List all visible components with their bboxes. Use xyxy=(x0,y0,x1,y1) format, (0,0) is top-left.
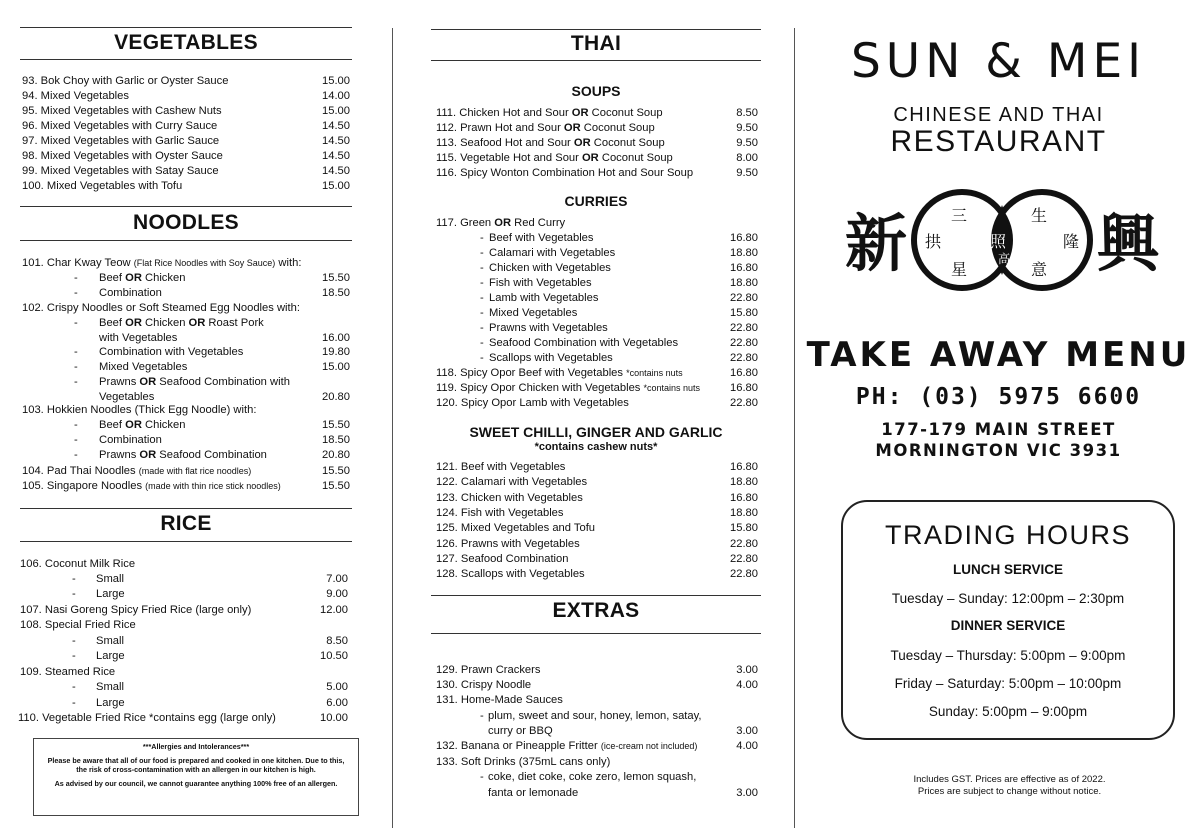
menu-item: 127. Seafood Combination 22.80 xyxy=(436,552,758,565)
logo-char: 隆 xyxy=(1063,232,1080,251)
extras-title: EXTRAS xyxy=(552,599,640,622)
menu-item: 96. Mixed Vegetables with Curry Sauce 14.50 xyxy=(22,120,350,132)
menu-item: 93. Bok Choy with Garlic or Oyster Sauce 15.00 xyxy=(22,75,350,87)
menu-item: 105. Singapore Noodles (made with thin rice stick noodles) 15.50 xyxy=(22,480,350,492)
logo-char: 生 xyxy=(1031,206,1048,225)
logo-char: 星 xyxy=(951,260,968,279)
menu-subitem: - Small 5.00 xyxy=(72,681,348,693)
section-rule xyxy=(20,59,352,60)
menu-subitem: - Large 10.50 xyxy=(72,650,348,662)
restaurant-name: SUN & MEI xyxy=(850,34,1147,89)
logo-char: 三 xyxy=(951,206,968,225)
menu-subitem: with Vegetables 16.00 xyxy=(99,332,350,344)
menu-item: 99. Mixed Vegetables with Satay Sauce 14.50 xyxy=(22,165,350,177)
section-rule xyxy=(20,508,352,509)
sweet-chilli-title: SWEET CHILLI, GINGER AND GARLIC xyxy=(469,424,723,440)
section-rule xyxy=(20,240,352,241)
soups-title: SOUPS xyxy=(571,83,621,99)
menu-item: 120. Spicy Opor Lamb with Vegetables 22.80 xyxy=(436,397,758,409)
phone-number: PH: (03) 5975 6600 xyxy=(855,384,1142,410)
dinner-hours-1: Tuesday – Thursday: 5:00pm – 9:00pm xyxy=(890,648,1126,663)
menu-item: 100. Mixed Vegetables with Tofu 15.00 xyxy=(22,180,350,192)
menu-item: 107. Nasi Goreng Spicy Fried Rice (large only) 12.00 xyxy=(20,604,348,616)
menu-item: 112. Prawn Hot and Sour OR Coconut Soup 9.50 xyxy=(436,122,758,134)
footer-price-note: Prices are subject to change without notice. xyxy=(917,786,1102,797)
menu-item: 104. Pad Thai Noodles (made with flat rice noodles) 15.50 xyxy=(22,465,350,477)
menu-subitem: - Mixed Vegetables 15.00 xyxy=(74,361,350,373)
menu-item: 117. Green OR Red Curry xyxy=(436,217,566,229)
menu-item: 125. Mixed Vegetables and Tofu 15.80 xyxy=(436,522,758,535)
menu-subitem: - Combination 18.50 xyxy=(74,434,350,446)
menu-item: 128. Scallops with Vegetables 22.80 xyxy=(436,568,758,581)
section-rule xyxy=(20,541,352,542)
menu-item: 102. Crispy Noodles or Soft Steamed Egg Noodles with: xyxy=(22,302,300,314)
menu-item: 116. Spicy Wonton Combination Hot and Sour Soup 9.50 xyxy=(436,167,758,179)
menu-item: 119. Spicy Opor Chicken with Vegetables *contains nuts 16.80 xyxy=(436,382,758,394)
lunch-service-title: LUNCH SERVICE xyxy=(952,562,1064,577)
menu-item: 132. Banana or Pineapple Fritter (ice-cream not included) 4.00 xyxy=(436,740,758,752)
logo-char: 高 xyxy=(998,252,1011,266)
rice-title: RICE xyxy=(160,512,212,535)
menu-item: 118. Spicy Opor Beef with Vegetables *contains nuts 16.80 xyxy=(436,367,758,379)
dinner-hours-3: Sunday: 5:00pm – 9:00pm xyxy=(928,704,1088,719)
menu-subitem: - Beef with Vegetables 16.80 xyxy=(480,232,758,244)
menu-subitem: - Mixed Vegetables 15.80 xyxy=(480,307,758,319)
section-rule xyxy=(431,29,761,30)
section-rule xyxy=(431,595,761,596)
sweet-chilli-note: *contains cashew nuts* xyxy=(534,441,658,453)
menu-subitem: - Prawns OR Seafood Combination 20.80 xyxy=(74,449,350,461)
menu-subitem: - Beef OR Chicken OR Roast Pork xyxy=(74,317,264,329)
curries-title: CURRIES xyxy=(564,193,628,209)
trading-hours-box xyxy=(841,500,1175,740)
menu-item: 131. Home-Made Sauces xyxy=(436,694,563,706)
section-rule xyxy=(431,633,761,634)
menu-item: 98. Mixed Vegetables with Oyster Sauce 14.50 xyxy=(22,150,350,162)
menu-subitem: - Chicken with Vegetables 16.80 xyxy=(480,262,758,274)
menu-item: 106. Coconut Milk Rice xyxy=(20,558,136,570)
address-line-1: 177-179 MAIN STREET xyxy=(881,420,1116,439)
menu-item: 130. Crispy Noodle 4.00 xyxy=(436,679,758,691)
menu-item: 109. Steamed Rice xyxy=(20,666,116,678)
menu-subitem: fanta or lemonade 3.00 xyxy=(488,787,758,799)
noodles-title: NOODLES xyxy=(133,211,239,234)
footer-gst-note: Includes GST. Prices are effective as of 2022. xyxy=(913,774,1106,785)
logo-char: 拱 xyxy=(925,232,942,251)
menu-item: 103. Hokkien Noodles (Thick Egg Noodle) with: xyxy=(22,404,257,416)
address-line-2: MORNINGTON VIC 3931 xyxy=(875,441,1122,460)
restaurant-type: RESTAURANT xyxy=(890,125,1107,158)
menu-item: 97. Mixed Vegetables with Garlic Sauce 14.50 xyxy=(22,135,350,147)
menu-item: 123. Chicken with Vegetables 16.80 xyxy=(436,491,758,504)
menu-subitem: - Combination 18.50 xyxy=(74,287,350,299)
menu-subitem: - Small 8.50 xyxy=(72,635,348,647)
logo-char: 照 xyxy=(990,232,1007,251)
section-rule xyxy=(20,206,352,207)
menu-item: 129. Prawn Crackers 3.00 xyxy=(436,664,758,676)
menu-subitem: - Large 9.00 xyxy=(72,588,348,600)
logo-char-left: 新 xyxy=(845,207,908,280)
menu-item: 111. Chicken Hot and Sour OR Coconut Soup 8.50 xyxy=(436,107,758,119)
thai-title: THAI xyxy=(570,32,622,55)
section-rule xyxy=(431,60,761,61)
menu-item: 126. Prawns with Vegetables 22.80 xyxy=(436,537,758,550)
vegetables-title: VEGETABLES xyxy=(114,31,258,54)
dinner-hours-2: Friday – Saturday: 5:00pm – 10:00pm xyxy=(894,676,1122,691)
lunch-hours: Tuesday – Sunday: 12:00pm – 2:30pm xyxy=(891,591,1125,606)
section-rule xyxy=(20,27,352,28)
menu-subitem: - Prawns OR Seafood Combination with xyxy=(74,376,290,388)
dinner-service-title: DINNER SERVICE xyxy=(950,618,1066,633)
menu-subitem: - coke, diet coke, coke zero, lemon squash, xyxy=(480,771,697,783)
menu-subitem: Vegetables 20.80 xyxy=(99,391,350,403)
menu-subitem: - Fish with Vegetables 18.80 xyxy=(480,277,758,289)
menu-subitem: - Calamari with Vegetables 18.80 xyxy=(480,247,758,259)
logo-char: 意 xyxy=(1031,260,1048,279)
menu-subitem: curry or BBQ 3.00 xyxy=(488,725,758,737)
menu-item: 124. Fish with Vegetables 18.80 xyxy=(436,506,758,519)
menu-subitem: - Small 7.00 xyxy=(72,573,348,585)
menu-item: 133. Soft Drinks (375mL cans only) xyxy=(436,756,611,768)
menu-item: 121. Beef with Vegetables 16.80 xyxy=(436,461,758,473)
menu-subitem: - Large 6.00 xyxy=(72,697,348,709)
menu-subitem: - Seafood Combination with Vegetables 22.80 xyxy=(480,337,758,349)
menu-item: 122. Calamari with Vegetables 18.80 xyxy=(436,476,758,489)
restaurant-logo xyxy=(827,185,1177,295)
menu-item: 101. Char Kway Teow (Flat Rice Noodles with Soy Sauce) with: xyxy=(22,257,302,269)
menu-item: 95. Mixed Vegetables with Cashew Nuts 15.00 xyxy=(22,105,350,117)
menu-subitem: - Scallops with Vegetables 22.80 xyxy=(480,352,758,364)
menu-item: 108. Special Fried Rice xyxy=(20,619,136,631)
menu-subitem: - Beef OR Chicken 15.50 xyxy=(74,419,350,431)
menu-item: 110. Vegetable Fried Rice *contains egg (large only) 10.00 xyxy=(18,712,348,724)
trading-hours-title: TRADING HOURS xyxy=(884,520,1131,550)
menu-subitem: - plum, sweet and sour, honey, lemon, satay, xyxy=(480,710,702,722)
column-divider xyxy=(794,28,795,828)
takeaway-menu-title: TAKE AWAY MENU xyxy=(806,335,1191,375)
menu-subitem: - Beef OR Chicken 15.50 xyxy=(74,272,350,284)
menu-subitem: - Combination with Vegetables 19.80 xyxy=(74,346,350,358)
restaurant-subtitle: CHINESE AND THAI xyxy=(893,104,1104,126)
menu-item: 115. Vegetable Hot and Sour OR Coconut Soup 8.00 xyxy=(436,152,758,164)
menu-item: 94. Mixed Vegetables 14.00 xyxy=(22,90,350,102)
column-divider xyxy=(392,28,393,828)
logo-char-right: 興 xyxy=(1097,207,1160,280)
menu-subitem: - Lamb with Vegetables 22.80 xyxy=(480,292,758,304)
allergy-notice: ***Allergies and Intolerances*** Please be aware that all of our food is prepared and cooked in one kitchen. Due to this, the risk of cross-contamination with an allergen in our kitchen is high. As advised by our council, we cannot guarantee anything 100% free of an allergen. xyxy=(33,738,359,816)
menu-subitem: - Prawns with Vegetables 22.80 xyxy=(480,322,758,334)
menu-item: 113. Seafood Hot and Sour OR Coconut Soup 9.50 xyxy=(436,137,758,149)
